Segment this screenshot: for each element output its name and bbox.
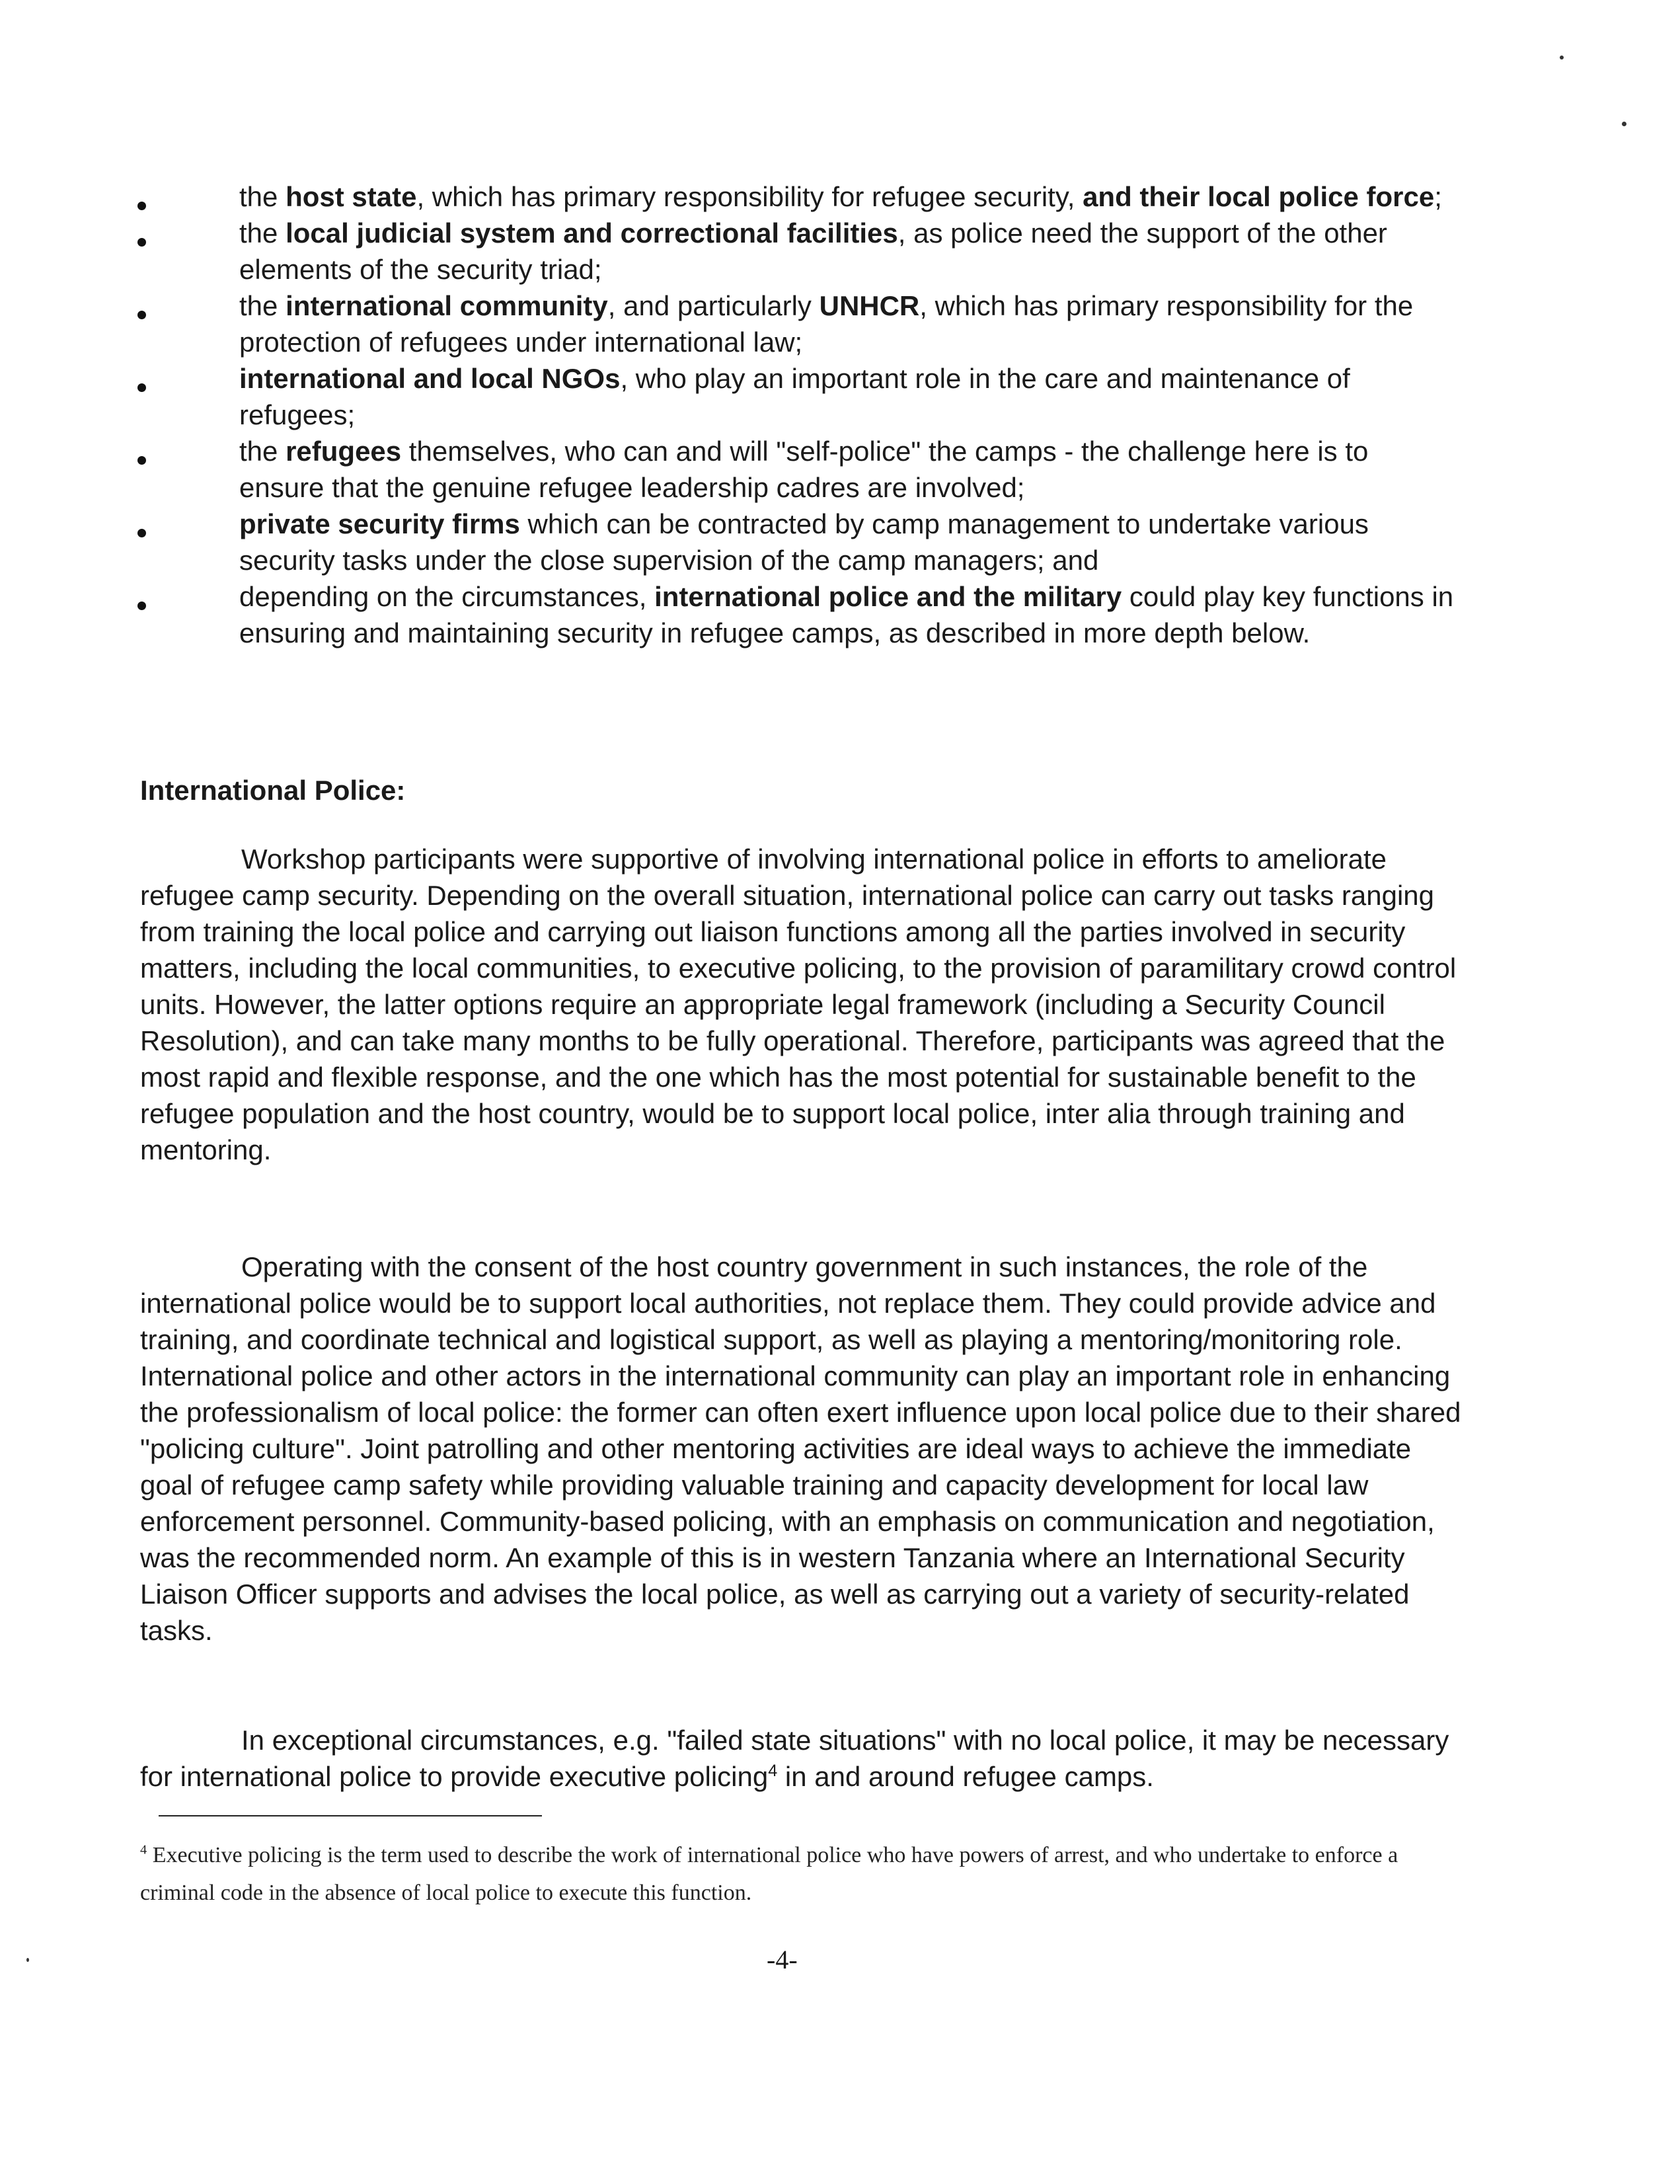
bullet-bold-text: international and local NGOs — [239, 363, 621, 394]
bullet-dot-icon — [137, 529, 146, 537]
bullet-text: ; — [1434, 181, 1442, 212]
paragraph-text: In exceptional circumstances, e.g. "failed state situations" with no local police, it may be necessary for international police to provide executive policing — [140, 1725, 1449, 1792]
bullet-bold-text: private security firms — [239, 508, 520, 539]
bullet-text: , which has primary responsibility for refugee security, — [416, 181, 1083, 212]
bullet-bold-text: refugees — [286, 436, 402, 467]
bullet-text: , which has primary responsibility for the protection of refugees under international law; — [239, 290, 1414, 358]
body-paragraph: Operating with the consent of the host country government in such instances, the role of the international police would be to support local authorities, not replace them. They could provide advice and training, and coordinate technical and logistical support, as well as playing a mentoring/monitoring role. International police and other actors in the international community can play an important role in enhancing the professionalism of local police: the former can often exert influence upon local police due to their shared "policing culture". Joint patrolling and other mentoring activities are ideal ways to achieve the immediate goal of refugee camp safety while providing valuable training and capacity development for local law enforcement personnel. Community-based policing, with an emphasis on communication and negotiation, was the recommended norm. An example of this is in western Tanzania where an International Security Liaison Officer supports and advises the local police, as well as carrying out a variety of security-related tasks. — [140, 1251, 1461, 1646]
bullet-text: the — [239, 290, 286, 321]
bullet-text: the — [239, 217, 286, 249]
bullet-dot-icon — [137, 383, 146, 392]
bullet-dot-icon — [137, 238, 146, 247]
bullet-text: , and particularly — [607, 290, 820, 321]
footnote — [140, 1836, 1435, 1912]
bullet-text: themselves, who can and will "self-police" the camps - the challenge here is to ensure that the genuine refugee leadership cadres are involved; — [239, 436, 1369, 503]
bullet-bold-text: international police and the military — [654, 581, 1122, 612]
stakeholder-bullet-list — [132, 178, 1454, 651]
bullet-dot-icon — [137, 456, 146, 465]
bullet-item-international-community — [132, 288, 1454, 360]
bullet-item-private-security — [132, 506, 1454, 578]
bullet-bold-text: local judicial system and correctional facilities — [286, 217, 898, 249]
bullet-bold-text: host state — [286, 181, 417, 212]
bullet-text: the — [239, 436, 286, 467]
bullet-dot-icon — [137, 311, 146, 319]
scan-speck — [1560, 56, 1564, 59]
bullet-bold-text: and their local police force — [1083, 181, 1435, 212]
page-number: -4- — [767, 1945, 798, 1974]
bullet-dot-icon — [137, 602, 146, 610]
paragraph-text: in and around refugee camps. — [777, 1761, 1154, 1792]
bullet-text: , who play an important role in the care and maintenance of refugees; — [239, 363, 1350, 430]
footnote-reference: 4 — [768, 1762, 778, 1780]
footnote-divider — [159, 1815, 542, 1816]
scan-speck — [26, 1958, 29, 1962]
bullet-text: which can be contracted by camp management to undertake various security tasks under the close supervision of the camp managers; and — [239, 508, 1369, 576]
bullet-item-police-military — [132, 578, 1454, 651]
bullet-text: the — [239, 181, 286, 212]
body-paragraph: Workshop participants were supportive of involving international police in efforts to ameliorate refugee camp security. Depending on the overall situation, international police can carry out tasks ranging from training the local police and carrying out liaison functions among all the parties involved in security matters, including the local communities, to executive policing, to the provision of paramilitary crowd control units. However, the latter options require an appropriate legal framework (including a Security Council Resolution), and can take many months to be fully operational. Therefore, participants was agreed that the most rapid and flexible response, and the one which has the most potential for sustainable benefit to the refugee population and the host country, would be to support local police, inter alia through training and mentoring. — [140, 843, 1457, 1165]
bullet-text: depending on the circumstances, — [239, 581, 655, 612]
bullet-item-host-state — [132, 178, 1454, 215]
scan-speck — [1622, 122, 1626, 126]
footnote-marker: 4 — [140, 1842, 147, 1857]
bullet-text: could play key functions in ensuring and maintaining security in refugee camps, as described in more depth below. — [239, 581, 1454, 648]
bullet-item-ngos — [132, 360, 1454, 433]
bullet-dot-icon — [137, 202, 146, 210]
bullet-item-refugees — [132, 433, 1454, 506]
body-paragraph — [140, 1722, 1469, 1795]
bullet-text: , as police need the support of the other elements of the security triad; — [239, 217, 1387, 285]
bullet-item-judicial-system — [132, 215, 1454, 288]
footnote-text: Executive policing is the term used to describe the work of international police who have powers of arrest, and who undertake to enforce a criminal code in the absence of local police to execute this function. — [140, 1843, 1398, 1905]
section-heading: International Police: — [140, 775, 406, 806]
bullet-bold-text: international community — [286, 290, 608, 321]
bullet-bold-text: UNHCR — [819, 290, 920, 321]
